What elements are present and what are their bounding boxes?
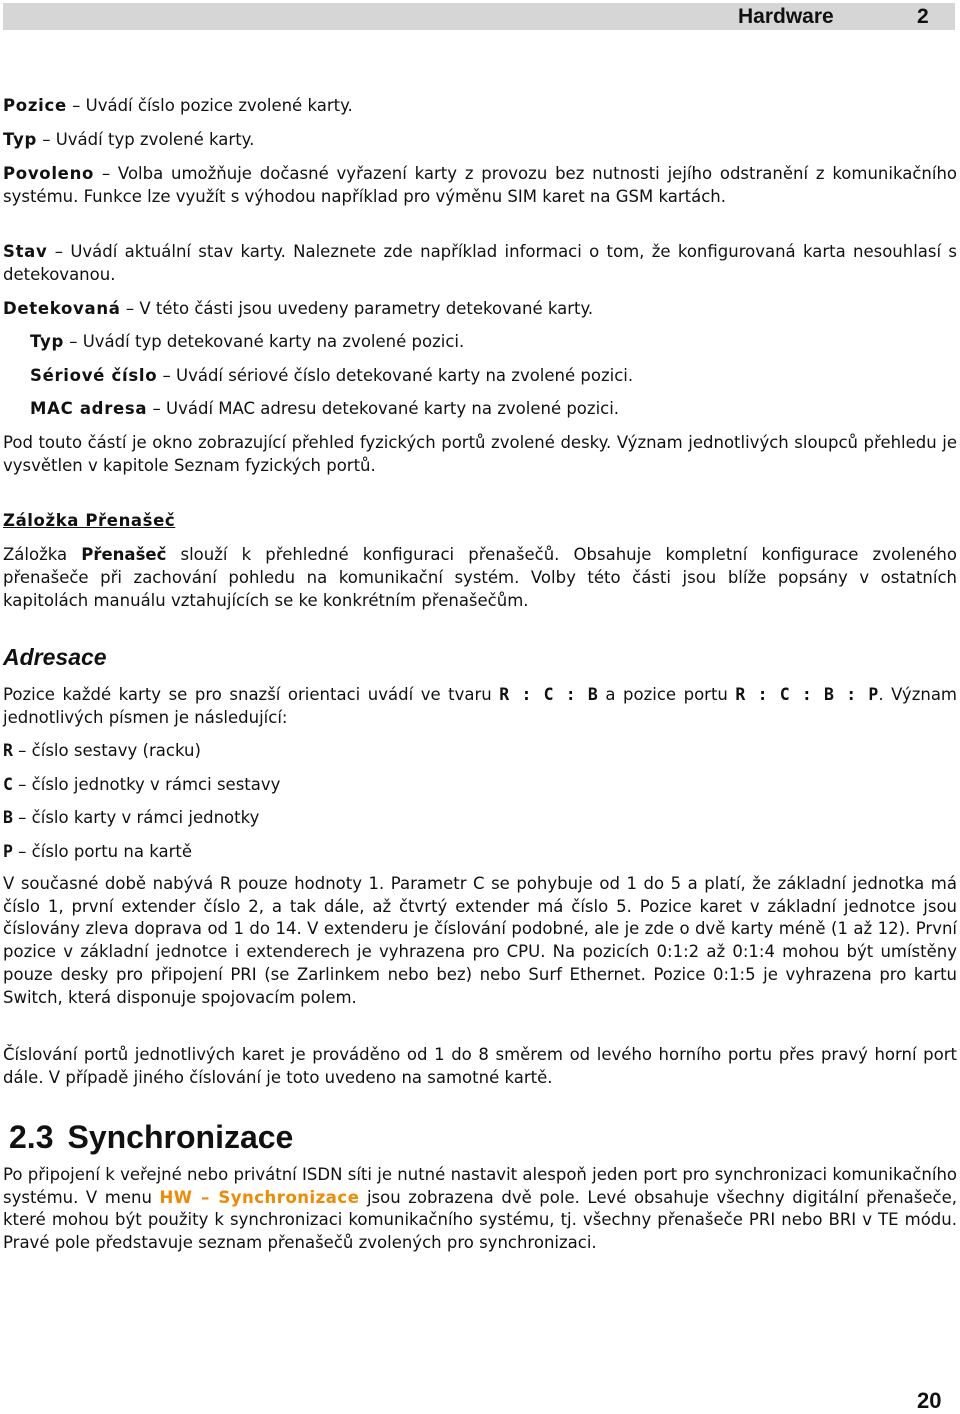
paragraph-prenasec	[3, 543, 957, 612]
entry-detected-typ	[30, 330, 957, 353]
page-number: 20	[917, 1388, 942, 1413]
entry-typ	[3, 128, 957, 151]
term: Detekovaná	[3, 299, 121, 318]
text: slouží k přehledné konfiguraci přenašečů. Obsahuje kompletní konfigurace zvoleného přenašeče při zachování pohledu na komunikační systém. Volby této části jsou blíže popsány v ostatních kapitolách manuálu vztahujících se ke konkrétním přenašečům.	[3, 545, 957, 610]
section-heading-adresace: Adresace	[3, 644, 107, 670]
text: Po připojení k veřejné nebo privátní ISDN síti je nutné nastavit alespoň jeden port pro synchronizaci komunikačního systému. V menu	[3, 1165, 957, 1207]
entry-pozice	[3, 94, 957, 117]
tab-prenasec-heading	[3, 509, 957, 532]
term: Pozice	[3, 96, 67, 115]
letter: P	[3, 842, 13, 861]
code-card-format: R : C : B	[499, 685, 598, 704]
definition: – V této části jsou uvedeny parametry detekované karty.	[125, 299, 594, 318]
list-item-p	[3, 840, 957, 863]
running-header-chapter: 2	[917, 5, 929, 28]
paragraph-ports: Pod touto částí je okno zobrazující přehled fyzických portů zvolené desky. Význam jednotlivých sloupců přehledu je vysvětlen v kapitole Seznam fyzických portů.	[3, 433, 957, 475]
definition: – Uvádí MAC adresu detekované karty na zvolené pozici.	[152, 399, 620, 418]
definition: – Uvádí typ detekované karty na zvolené pozici.	[69, 332, 465, 351]
bold-term: Přenašeč	[81, 545, 167, 564]
term: Typ	[30, 332, 64, 351]
text: Pozice každé karty se pro snazší orientaci uvádí ve tvaru	[3, 685, 500, 704]
paragraph-adresace-positions: V současné době nabývá R pouze hodnoty 1. Parametr C se pohybuje od 1 do 5 a platí, že základní jednotka má číslo 1, první extender číslo 2, a tak dále, až čtvrtý extender má číslo 5. Pozice karet v základní jednotce jsou číslovány zleva doprava od 1 do 14. V extenderu je číslování podobné, ale je zde o dvě karty méně (1 až 12). První pozice v základní jednotce i extenderech je vyhrazena pro CPU. Na pozicích 0:1:2 až 0:1:4 mohou být umístěny pouze desky pro připojení PRI (se Zarlinkem nebo bez) nebo Surf Ethernet. Pozice 0:1:5 je vyhrazena pro kartu Switch, která disponuje spojovacím polem.	[3, 874, 957, 1007]
paragraph-port-numbering: Číslování portů jednotlivých karet je prováděno od 1 do 8 směrem od levého horního portu přes pravý horní port dále. V případě jiného číslování je toto uvedeno na samotné kartě.	[3, 1045, 957, 1087]
entry-stav	[3, 240, 957, 286]
paragraph-synchronizace	[3, 1164, 957, 1254]
text: – číslo portu na kartě	[12, 842, 192, 861]
text: – číslo jednotky v rámci sestavy	[12, 775, 281, 794]
letter: B	[3, 808, 13, 827]
text: – číslo karty v rámci jednotky	[12, 808, 260, 827]
text: Záložka	[3, 545, 82, 564]
entry-detekovana	[3, 297, 957, 320]
text: a pozice portu	[597, 685, 736, 704]
definition: – Uvádí sériové číslo detekované karty na zvolené pozici.	[162, 366, 634, 385]
subheading: Záložka Přenašeč	[3, 511, 176, 530]
list-item-r	[3, 739, 957, 762]
section-title: Synchronizace	[67, 1119, 294, 1155]
menu-path: HW – Synchronizace	[159, 1187, 360, 1207]
code-port-format: R : C : B : P	[735, 685, 879, 704]
term: Stav	[3, 242, 48, 261]
definition: – Volba umožňuje dočasné vyřazení karty z provozu bez nutnosti jejího odstranění z komunikačního systému. Funkce lze využít s výhodou například pro výměnu SIM karet na GSM kartách.	[3, 164, 957, 206]
section-number: 2.3	[9, 1119, 54, 1155]
term: Typ	[3, 130, 37, 149]
entry-povoleno	[3, 162, 957, 208]
letter: R	[3, 741, 13, 760]
paragraph-adresace-intro	[3, 683, 957, 729]
section-heading-synchronizace	[9, 1119, 307, 1156]
entry-detected-serial	[30, 364, 957, 387]
definition: – Uvádí aktuální stav karty. Naleznete zde například informaci o tom, že konfigurovaná karta nesouhlasí s detekovanou.	[3, 242, 957, 284]
definition: – Uvádí typ zvolené karty.	[42, 130, 255, 149]
list-item-c	[3, 773, 957, 796]
text: jsou zobrazena dvě pole. Levé obsahuje všechny digitální přenašeče, které mohou být použity k synchronizaci komunikačního systému, tj. všechny přenašeče PRI nebo BRI v TE módu. Pravé pole představuje seznam přenašečů zvolených pro synchronizaci.	[3, 1187, 958, 1252]
term: Povoleno	[3, 164, 95, 183]
term: MAC adresa	[30, 399, 148, 418]
text: . Význam jednotlivých písmen je následující:	[3, 685, 958, 727]
text: – číslo sestavy (racku)	[12, 741, 201, 760]
letter: C	[3, 775, 13, 794]
term: Sériové číslo	[30, 366, 158, 385]
list-item-b	[3, 806, 957, 829]
definition: – Uvádí číslo pozice zvolené karty.	[72, 96, 353, 115]
running-header-title: Hardware	[738, 5, 834, 28]
entry-detected-mac	[30, 397, 957, 420]
